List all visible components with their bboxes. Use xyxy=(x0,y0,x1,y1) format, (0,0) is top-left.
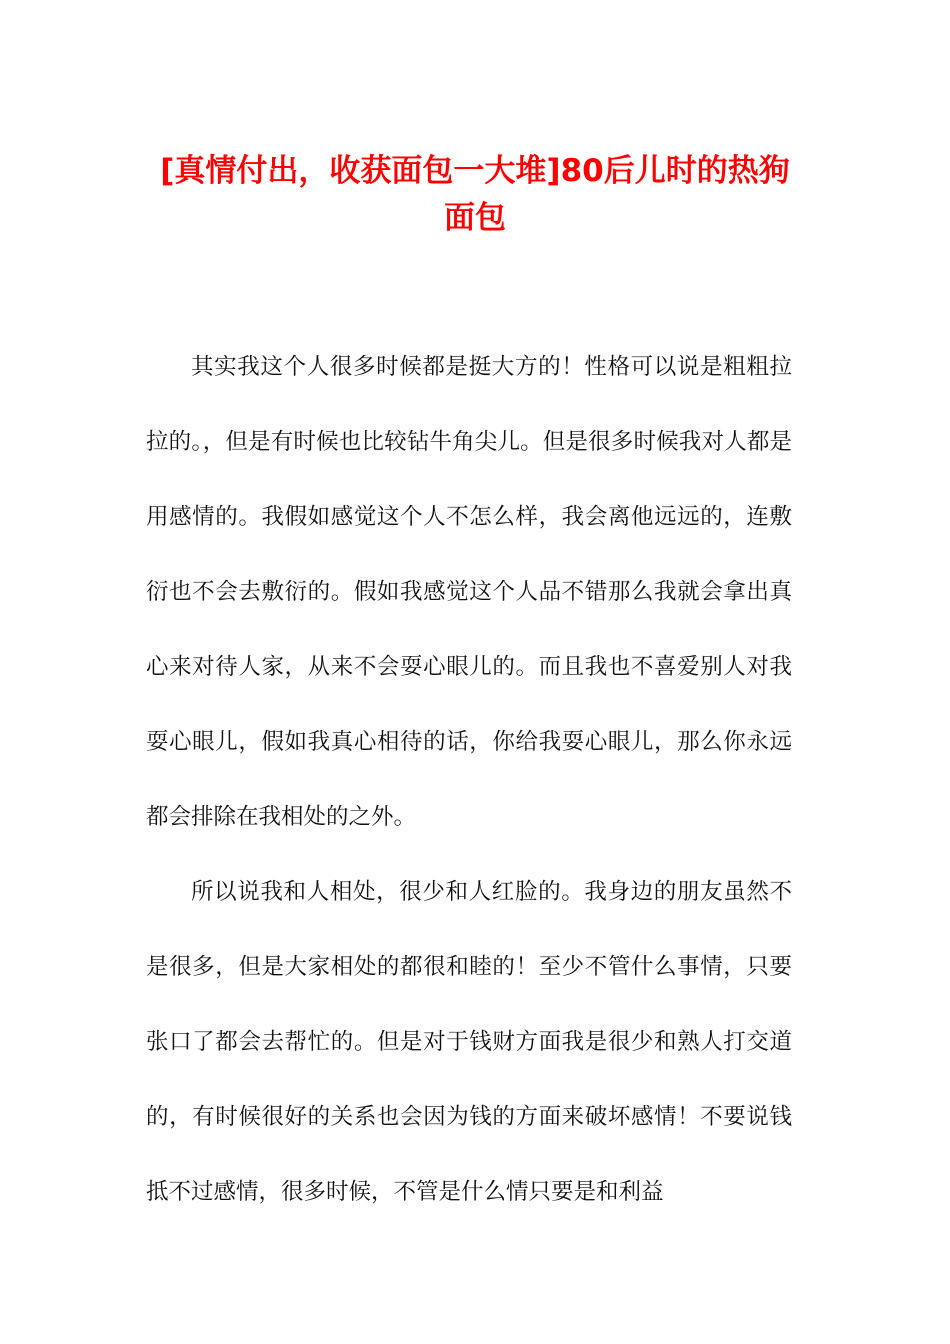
paragraph-2: 所以说我和人相处，很少和人红脸的。我身边的朋友虽然不是很多，但是大家相处的都很和睦的！至少不管什么事情，只要张口了都会去帮忙的。但是对于钱财方面我是很少和熟人打交道的，有时候很好的关系也会因为钱的方面来破坏感情！不要说钱抵不过感情，很多时候，不管是什么情只要是和利益 xyxy=(146,879,792,1205)
document-title: [真情付出，收获面包一大堆]80后儿时的热狗面包 xyxy=(160,153,790,236)
document-body xyxy=(146,330,792,1230)
paragraph-1: 其实我这个人很多时候都是挺大方的！性格可以说是粗粗拉拉的。，但是有时候也比较钻牛角尖儿。但是很多时候我对人都是用感情的。我假如感觉这个人不怎么样，我会离他远远的，连敷衍也不会去敷衍的。假如我感觉这个人品不错那么我就会拿出真心来对待人家，从来不会耍心眼儿的。而且我也不喜爱别人对我耍心眼儿，假如我真心相待的话，你给我耍心眼儿，那么你永远都会排除在我相处的之外。 xyxy=(146,354,792,830)
